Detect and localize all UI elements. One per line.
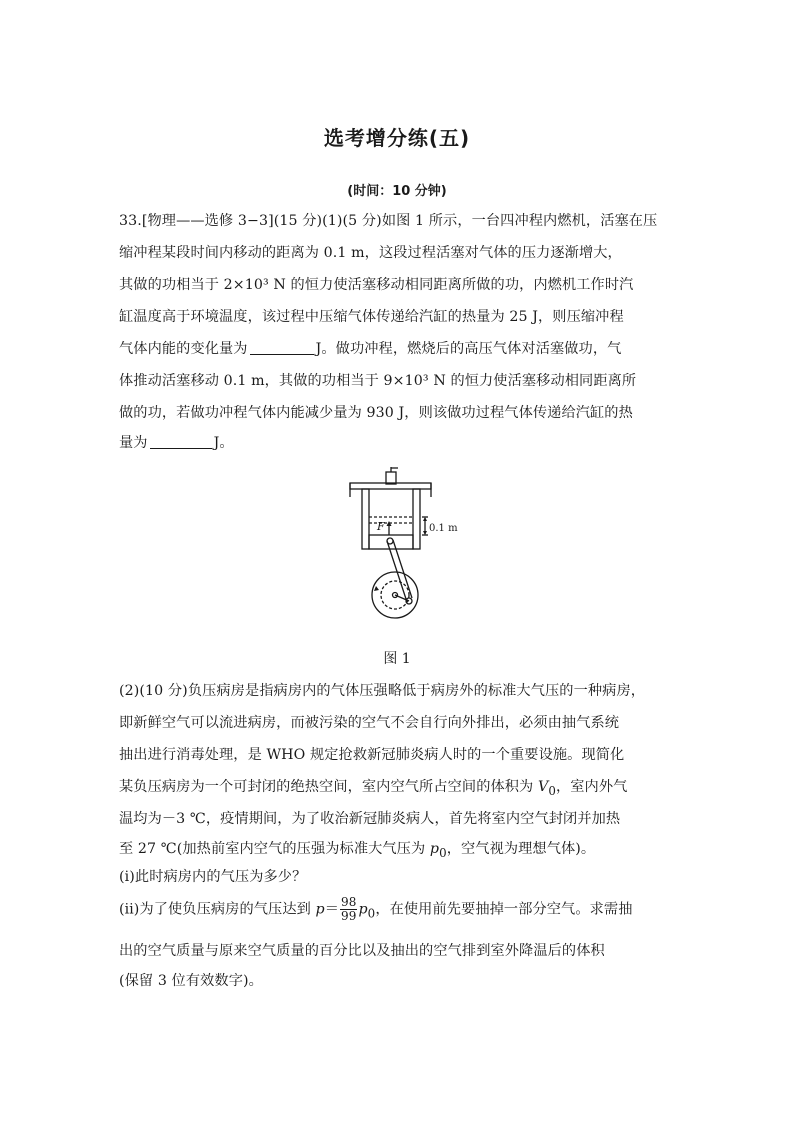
part2-line-4-start: 某负压病房为一个可封闭的绝热空间，室内空气所占空间的体积为 (119, 779, 538, 795)
sub-question-2-line-1 (119, 896, 633, 923)
distance-label: 0.1 m (429, 523, 458, 534)
part2-line-4-end: ，室内外气 (555, 779, 628, 795)
time-limit: (时间：10 分钟) (347, 184, 447, 199)
sub-question-1: (ⅰ)此时病房内的气压为多少？ (119, 869, 307, 885)
base-pressure-subscript: 0 (367, 906, 376, 921)
part2-line-6-end: ，空气视为理想气体)。 (446, 841, 596, 857)
piston (369, 535, 413, 549)
q33-line-8 (119, 432, 234, 452)
fraction-denominator: 99 (341, 909, 357, 923)
part2-line-1: (2)(10 分)负压病房是指病房内的气体压强略低于病房外的标准大气压的一种病房， (119, 683, 646, 699)
figure-caption: 图 1 (383, 651, 411, 667)
engine-piston-figure (340, 465, 460, 625)
rotation-arrow-icon (374, 586, 379, 591)
crank-arm (395, 595, 409, 601)
wrist-pin (387, 538, 393, 544)
volume-symbol: V (537, 779, 549, 795)
q33-line-5-end: J。做功冲程，燃烧后的高压气体对活塞做功，气 (315, 341, 622, 357)
target-pressure-symbol: p (315, 901, 325, 918)
q33-line-8-start: 量为 (119, 435, 148, 451)
base-pressure-symbol: p (358, 901, 368, 918)
q33-line-5 (119, 338, 621, 358)
pressure-subscript: 0 (439, 845, 447, 860)
sub-question-2-line-3: (保留 3 位有效数字)。 (119, 973, 263, 989)
equals-sign: ＝ (324, 901, 339, 918)
pressure-symbol: p (429, 841, 440, 857)
answer-blank-1[interactable] (250, 340, 314, 355)
part2-line-3: 抽出进行消毒处理，是 WHO 规定抢救新冠肺炎病人时的一个重要设施。现简化 (119, 747, 625, 763)
part2-line-2: 即新鲜空气可以流进病房，而被污染的空气不会自行向外排出，必须由抽气系统 (119, 715, 620, 731)
page-title: 选考增分练(五) (323, 126, 471, 150)
q33-line-3: 其做的功相当于 2×10³ N 的恒力使活塞移动相同距离所做的功，内燃机工作时汽 (119, 277, 634, 293)
part2-line-4 (119, 776, 627, 798)
cylinder-wall-left (362, 489, 369, 549)
q33-line-4: 缸温度高于环境温度，该过程中压缩气体传递给汽缸的热量为 25 J，则压缩冲程 (119, 309, 624, 325)
fraction-98-99 (340, 896, 357, 923)
force-label: F (377, 520, 385, 533)
part2-line-6 (119, 838, 595, 860)
q33-line-8-end: J。 (213, 435, 234, 451)
q33-line-1: 33.[物理——选修 3−3](15 分)(1)(5 分)如图 1 所示，一台四冲程内燃机，活塞在压 (119, 213, 658, 229)
sq2-start: (ⅱ)为了使负压病房的气压达到 (119, 901, 316, 918)
spark-plug (386, 472, 396, 484)
answer-blank-2[interactable] (150, 434, 212, 449)
volume-subscript: 0 (548, 783, 556, 798)
q33-line-6: 体推动活塞移动 0.1 m，其做的功相当于 9×10³ N 的恒力使活塞移动相同距离所 (119, 373, 637, 389)
sub-question-2-line-2: 出的空气质量与原来空气质量的百分比以及抽出的空气排到室外降温后的体积 (119, 943, 605, 959)
q33-line-5-start: 气体内能的变化量为 (119, 341, 248, 357)
q33-line-7: 做的功，若做功冲程气体内能减少量为 930 J，则该做功过程气体传递给汽缸的热 (119, 405, 633, 421)
part2-line-5: 温均为－3 ℃，疫情期间，为了收治新冠肺炎病人，首先将室内空气封闭并加热 (119, 811, 621, 827)
part2-line-6-start: 至 27 ℃(加热前室内空气的压强为标准大气压为 (119, 841, 430, 857)
q33-line-2: 缩冲程某段时间内移动的距离为 0.1 m，这段过程活塞对气体的压力逐渐增大， (119, 245, 622, 261)
sq2-end: ，在使用前先要抽掉一部分空气。求需抽 (375, 901, 633, 918)
fraction-numerator: 98 (341, 895, 357, 909)
cylinder-wall-right (413, 489, 420, 549)
